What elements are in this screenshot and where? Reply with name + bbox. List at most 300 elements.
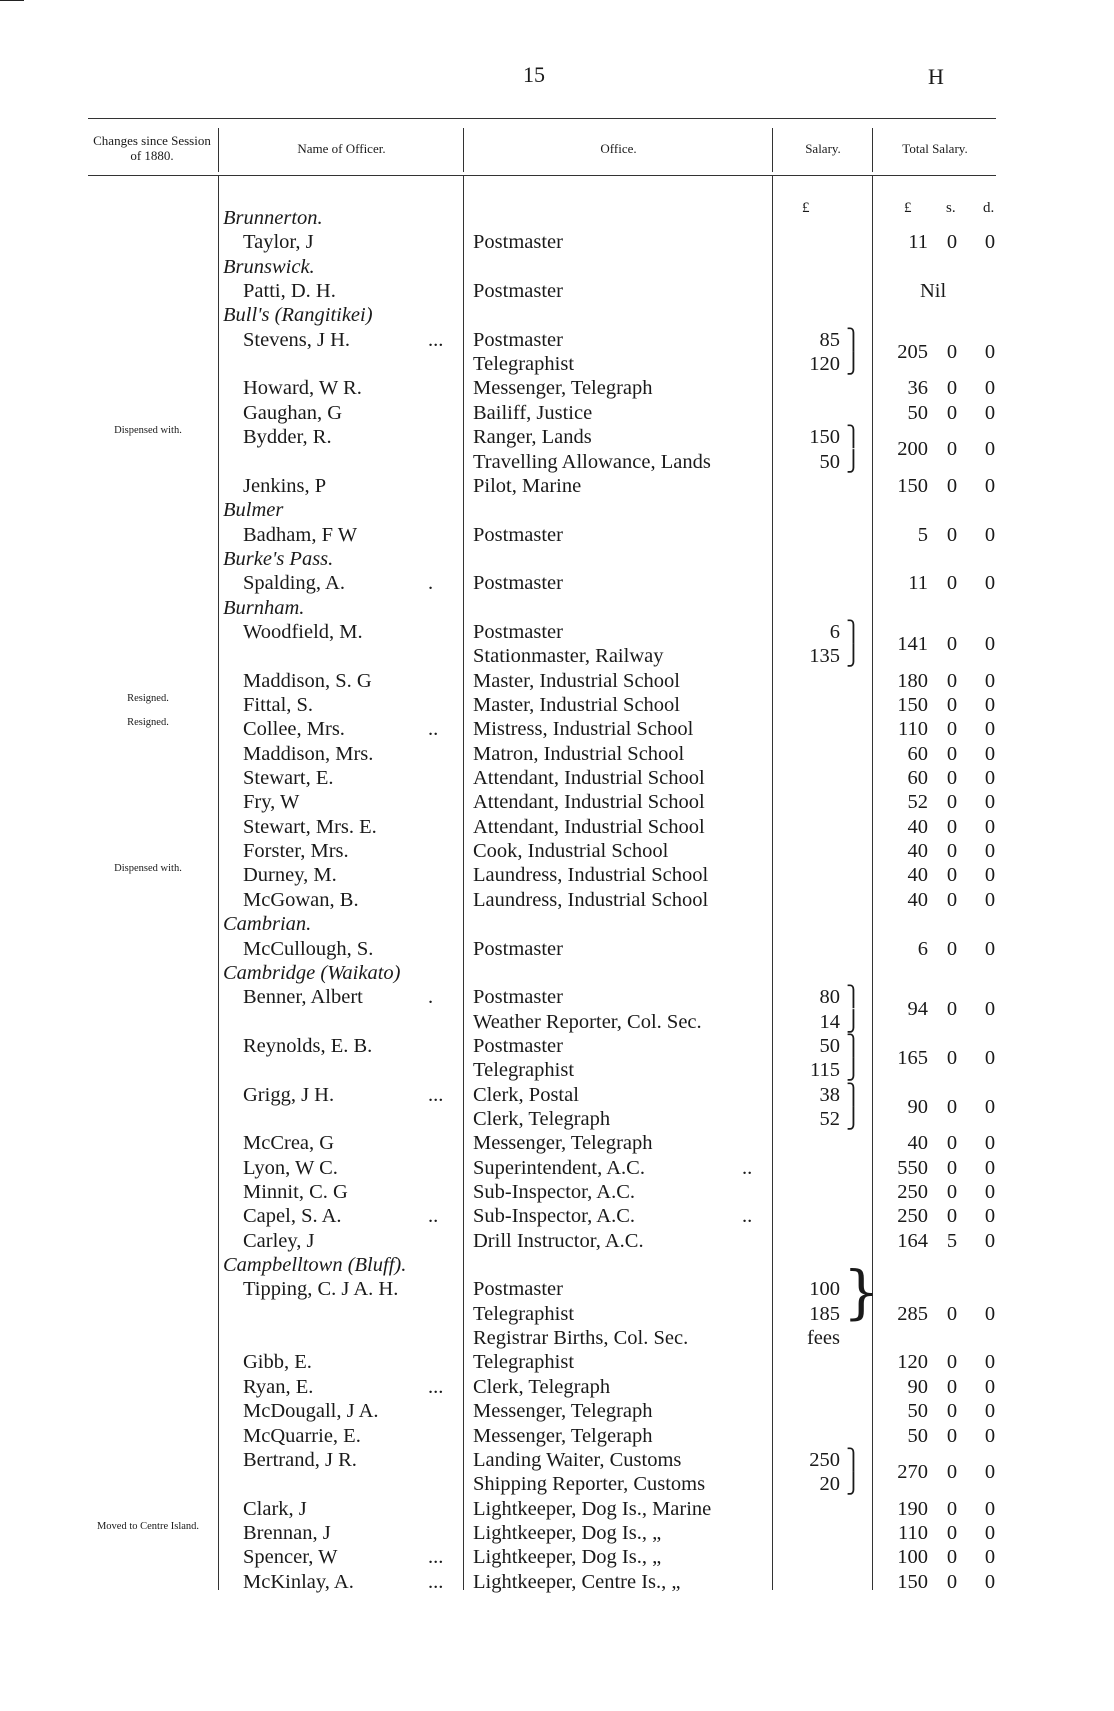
place-name: Bulmer (223, 499, 284, 522)
total-pence: 0 (984, 1460, 996, 1483)
office-title: Messenger, Telgeraph (473, 1424, 653, 1447)
officer-name: Carley, J (243, 1229, 315, 1252)
table-row (0, 401, 1114, 425)
total-pence: 0 (984, 1570, 996, 1593)
officer-name: Howard, W R. (243, 377, 362, 400)
total-pence: 0 (984, 1302, 996, 1325)
leader-dots: ... (428, 1375, 444, 1398)
total-pounds: 165 (897, 1046, 928, 1069)
office-title: Postmaster (473, 620, 563, 643)
total-pounds: 190 (897, 1497, 928, 1520)
table-row (0, 328, 1114, 363)
office-title: Telegraphist (473, 353, 575, 376)
total-pounds: 180 (897, 669, 928, 692)
total-pence: 0 (984, 632, 996, 655)
total-pence: 0 (984, 998, 996, 1021)
total-shillings: 0 (946, 632, 958, 655)
table-header-rule (88, 175, 996, 176)
total-shillings: 0 (946, 1351, 958, 1374)
office-title: Sub-Inspector, A.C. (473, 1205, 636, 1228)
office-title: Lightkeeper, Dog Is., „ (473, 1546, 662, 1569)
officer-name: McQuarrie, E. (243, 1424, 361, 1447)
leader-dots: ... (428, 1083, 444, 1106)
office-title: Clerk, Telegraph (473, 1375, 611, 1398)
salary-value: 100 (809, 1278, 840, 1301)
office-title: Bailiff, Justice (473, 401, 593, 424)
salary-brace: ⎭ (846, 1059, 861, 1082)
salary-value: 20 (819, 1473, 840, 1496)
salary-brace: ⎭ (846, 1010, 861, 1033)
total-shillings: 0 (946, 888, 958, 911)
salary-brace: ⎫ (846, 1034, 861, 1057)
table-row (0, 644, 1114, 668)
place-name: Campbelltown (Bluff). (223, 1254, 407, 1277)
section-letter: H (928, 64, 944, 89)
total-pounds: 40 (907, 864, 928, 887)
table-row (0, 1156, 1114, 1180)
total-shillings: 0 (946, 864, 958, 887)
unit-shillings: s. (946, 200, 956, 216)
table-row (0, 620, 1114, 655)
place-heading-row (0, 303, 1114, 327)
total-shillings: 0 (946, 791, 958, 814)
total-shillings: 0 (946, 1400, 958, 1423)
office-title: Cook, Industrial School (473, 840, 669, 863)
table-row (0, 1448, 1114, 1483)
total-shillings: 0 (946, 1521, 958, 1544)
table-row (0, 1107, 1114, 1131)
change-note: Resigned. (127, 717, 169, 729)
table-row (0, 279, 1114, 303)
total-shillings: 0 (946, 1046, 958, 1069)
office-title: Registrar Births, Col. Sec. (473, 1327, 689, 1350)
officer-name: Maddison, Mrs. (243, 742, 374, 765)
table-row (0, 352, 1114, 376)
officer-name: McCullough, S. (243, 937, 374, 960)
total-pence: 0 (984, 1375, 996, 1398)
salary-brace: ⎫ (846, 986, 861, 1009)
salary-value: 52 (819, 1107, 840, 1130)
table-row (0, 1277, 1114, 1301)
place-name: Burke's Pass. (223, 547, 334, 570)
place-heading-row (0, 912, 1114, 936)
officer-name: Maddison, S. G (243, 669, 372, 692)
leader-dots: ... (428, 1546, 444, 1569)
office-title: Pilot, Marine (473, 474, 582, 497)
table-row (0, 1472, 1114, 1496)
total-pounds: 200 (897, 438, 928, 461)
total-pounds: 50 (907, 1400, 928, 1423)
place-heading-row (0, 547, 1114, 571)
total-shillings: 0 (946, 742, 958, 765)
total-shillings: 0 (946, 1205, 958, 1228)
office-title: Messenger, Telegraph (473, 1132, 653, 1155)
total-pence: 0 (984, 1181, 996, 1203)
officer-name: Stewart, E. (243, 767, 334, 790)
total-pence: 0 (984, 1132, 996, 1155)
col-divider-salary-head (872, 128, 873, 172)
total-shillings: 0 (946, 523, 958, 546)
total-shillings: 0 (946, 1546, 958, 1569)
total-shillings: 0 (946, 1302, 958, 1325)
total-pounds: 270 (897, 1460, 928, 1483)
total-pounds: 50 (907, 1424, 928, 1447)
total-pence: 0 (984, 572, 996, 595)
total-pounds: 250 (897, 1205, 928, 1228)
office-title: Attendant, Industrial School (473, 815, 705, 838)
total-pounds: 11 (908, 231, 928, 254)
office-title: Ranger, Lands (473, 426, 592, 449)
total-shillings: 0 (946, 231, 958, 254)
total-shillings: 0 (946, 815, 958, 838)
office-title: Postmaster (473, 523, 563, 546)
office-title: Lightkeeper, Dog Is., „ (473, 1521, 662, 1544)
table-row (0, 523, 1114, 547)
total-pounds: 110 (898, 1521, 928, 1544)
officer-name: Durney, M. (243, 864, 337, 887)
office-title: Attendant, Industrial School (473, 767, 705, 790)
table-row (0, 1131, 1114, 1155)
place-name: Brunswick. (223, 255, 315, 278)
total-shillings: 0 (946, 1181, 958, 1203)
salary-brace: ⎫ (846, 426, 861, 449)
table-row (0, 839, 1114, 863)
officer-name: Reynolds, E. B. (243, 1034, 373, 1057)
total-pence: 0 (984, 1229, 996, 1252)
salary-value: 250 (809, 1448, 840, 1471)
total-pence: 0 (984, 340, 996, 363)
total-pounds: 150 (897, 1570, 928, 1593)
place-heading-row (0, 255, 1114, 279)
office-title: Drill Instructor, A.C. (473, 1229, 644, 1252)
total-shillings: 0 (946, 572, 958, 595)
salary-value: 50 (819, 450, 840, 473)
change-note: Moved to Centre Island. (96, 1520, 200, 1532)
salary-brace: ⎭ (846, 353, 861, 376)
table-row (0, 425, 1114, 461)
officer-name: Brennan, J (243, 1521, 331, 1544)
place-name: Bull's (Rangitikei) (223, 304, 373, 327)
total-pounds: 250 (897, 1181, 928, 1203)
leader-dots: .. (428, 1205, 439, 1228)
total-shillings: 0 (946, 1570, 958, 1593)
salary-value: 80 (819, 986, 840, 1009)
officer-name: McGowan, B. (243, 888, 359, 911)
salary-value: 50 (819, 1034, 840, 1057)
total-pence: 0 (984, 1497, 996, 1520)
officer-name: Clark, J (243, 1497, 307, 1520)
total-pounds: 36 (907, 377, 928, 400)
table-row (0, 450, 1114, 474)
leader-dots: . (428, 572, 434, 595)
officer-name: Ryan, E. (243, 1375, 314, 1398)
unit-pence: d. (983, 200, 995, 216)
total-pounds: 40 (907, 815, 928, 838)
salary-brace: ⎭ (846, 1473, 861, 1496)
office-title: Clerk, Telegraph (473, 1107, 611, 1130)
salary-value: 85 (819, 328, 840, 351)
total-shillings: 5 (946, 1229, 958, 1252)
table-row (0, 863, 1114, 887)
table-row (0, 1424, 1114, 1448)
total-pounds: 550 (897, 1156, 928, 1179)
officer-name: Gaughan, G (243, 401, 343, 424)
table-row (0, 1521, 1114, 1545)
total-pounds: 11 (908, 572, 928, 595)
page-number: 15 (523, 62, 545, 87)
total-shillings: 0 (946, 1497, 958, 1520)
col-header-office: Office. (600, 141, 637, 156)
officer-name: Bydder, R. (243, 426, 332, 449)
table-row (0, 1034, 1114, 1069)
salary-brace: ⎫ (846, 1448, 861, 1471)
office-title: Laundress, Industrial School (473, 864, 709, 887)
salary-value: 115 (810, 1059, 840, 1082)
col-header-total: Total Salary. (902, 141, 968, 156)
total-shillings: 0 (946, 1156, 958, 1179)
table-row (0, 1570, 1114, 1594)
office-title: Clerk, Postal (473, 1083, 579, 1106)
office-title: Weather Reporter, Col. Sec. (473, 1010, 702, 1033)
total-shillings: 0 (946, 340, 958, 363)
office-title: Postmaster (473, 937, 563, 960)
officer-name: Stewart, Mrs. E. (243, 815, 377, 838)
table-row (0, 790, 1114, 814)
salary-brace: ⎫ (846, 328, 861, 351)
total-shillings: 0 (946, 767, 958, 790)
table-row (0, 1204, 1114, 1228)
total-pence: 0 (984, 1424, 996, 1447)
officer-name: McDougall, J A. (243, 1400, 379, 1423)
table-row (0, 766, 1114, 790)
total-pounds: 60 (907, 742, 928, 765)
total-pounds: 90 (907, 1095, 928, 1118)
total-pence: 0 (984, 718, 996, 741)
table-top-rule (88, 118, 996, 119)
total-pence: 0 (984, 438, 996, 461)
total-pence: 0 (984, 937, 996, 960)
total-pence: 0 (984, 840, 996, 863)
salary-value: 6 (829, 620, 840, 643)
salary-value: 14 (819, 1010, 840, 1033)
total-pence: 0 (984, 767, 996, 790)
officer-name: McKinlay, A. (243, 1570, 354, 1593)
salary-brace: ⎭ (846, 450, 861, 473)
total-pounds: 110 (898, 718, 928, 741)
officer-name: Stevens, J H. (243, 328, 351, 351)
total-shillings: 0 (946, 1375, 958, 1398)
change-note: Dispensed with. (114, 425, 182, 437)
col-header-changes: Changes since Session of 1880. (93, 133, 211, 163)
office-title: Postmaster (473, 1278, 563, 1301)
table-row (0, 937, 1114, 961)
change-note: Dispensed with. (114, 863, 182, 875)
total-shillings: 0 (946, 669, 958, 692)
salary-brace: ⎭ (846, 1107, 861, 1130)
change-note: Resigned. (127, 693, 169, 704)
place-name: Burnham. (223, 596, 305, 619)
total-pounds: 120 (897, 1351, 928, 1374)
office-title: Travelling Allowance, Lands (473, 450, 711, 473)
total-shillings: 0 (946, 937, 958, 960)
table-row (0, 1399, 1114, 1423)
total-pence: 0 (984, 1546, 996, 1569)
salary-value: 120 (809, 353, 840, 376)
office-title: Postmaster (473, 1034, 563, 1057)
table-row (0, 1375, 1114, 1399)
total-shillings: 0 (946, 998, 958, 1021)
table-row (0, 1326, 1114, 1350)
place-heading-row (0, 961, 1114, 985)
officer-name: Fittal, S. (243, 694, 314, 716)
officer-name: Fry, W (243, 791, 300, 814)
place-heading-row (0, 498, 1114, 522)
total-pounds: 60 (907, 767, 928, 790)
leader-dots: ... (428, 328, 444, 351)
total-pounds: 50 (907, 401, 928, 424)
office-title: Master, Industrial School (473, 669, 680, 692)
col-divider-changes-head (218, 128, 219, 172)
table-row (0, 474, 1114, 498)
total-pence: 0 (984, 864, 996, 887)
total-pounds: 164 (897, 1229, 928, 1252)
office-title: Laundress, Industrial School (473, 888, 709, 911)
total-pounds: Nil (920, 280, 947, 303)
total-pounds: 285 (897, 1302, 928, 1325)
total-shillings: 0 (946, 474, 958, 497)
office-title: Landing Waiter, Customs (473, 1448, 682, 1471)
office-title: Master, Industrial School (473, 694, 680, 716)
officer-name: Gibb, E. (243, 1351, 312, 1374)
table-row (0, 571, 1114, 595)
salary-value: 185 (809, 1302, 840, 1325)
total-pounds: 205 (897, 340, 928, 363)
office-title: Postmaster (473, 231, 563, 254)
total-pence: 0 (984, 401, 996, 424)
total-pence: 0 (984, 742, 996, 765)
place-heading-row (0, 596, 1114, 620)
table-row (0, 1350, 1114, 1374)
place-name: Cambrian. (223, 913, 312, 936)
officer-name: Collee, Mrs. (243, 718, 345, 741)
place-heading-row (0, 206, 1114, 230)
total-shillings: 0 (946, 1132, 958, 1155)
total-pence: 0 (984, 791, 996, 814)
total-shillings: 0 (946, 1424, 958, 1447)
salary-value: fees (806, 1327, 840, 1350)
col-divider-office-head (772, 128, 773, 172)
total-pounds: 40 (907, 888, 928, 911)
total-pence: 0 (984, 523, 996, 546)
leader-dots: . (428, 986, 434, 1009)
table-row (0, 1302, 1114, 1326)
table-row (0, 888, 1114, 912)
total-pence: 0 (984, 1095, 996, 1118)
total-pence: 0 (984, 694, 996, 716)
total-shillings: 0 (946, 438, 958, 461)
total-shillings: 0 (946, 401, 958, 424)
officer-name: Benner, Albert (243, 986, 363, 1009)
officer-name: Badham, F W (243, 523, 358, 546)
office-title: Postmaster (473, 572, 563, 595)
table-row (0, 985, 1114, 1021)
total-pence: 0 (984, 669, 996, 692)
office-title: Attendant, Industrial School (473, 791, 705, 814)
total-pounds: 141 (897, 632, 928, 655)
total-shillings: 0 (946, 718, 958, 741)
total-pounds: 40 (907, 1132, 928, 1155)
office-title: Mistress, Industrial School (473, 718, 694, 741)
col-divider-name-head (463, 128, 464, 172)
office-title: Postmaster (473, 986, 563, 1009)
office-title: Matron, Industrial School (473, 742, 685, 765)
office-title: Lightkeeper, Dog Is., Marine (473, 1497, 712, 1520)
officer-name: Spalding, A. (243, 572, 345, 595)
total-pence: 0 (984, 815, 996, 838)
office-title: Messenger, Telegraph (473, 377, 653, 400)
office-title: Superintendent, A.C. (473, 1156, 645, 1179)
office-title: Telegraphist (473, 1351, 575, 1374)
officer-name: Taylor, J (243, 231, 314, 254)
table-row (0, 1180, 1114, 1204)
total-pence: 0 (984, 377, 996, 400)
officer-name: Woodfield, M. (243, 620, 363, 643)
office-title: Lightkeeper, Centre Is., „ (473, 1570, 681, 1593)
office-title: Telegraphist (473, 1059, 575, 1082)
total-shillings: 0 (946, 377, 958, 400)
place-name: Brunnerton. (223, 207, 323, 229)
officer-name: Bertrand, J R. (243, 1448, 357, 1471)
total-pence: 0 (984, 1351, 996, 1374)
total-pounds: 100 (897, 1546, 928, 1569)
table-row (0, 1083, 1114, 1118)
officer-name: McCrea, G (243, 1132, 335, 1155)
office-title: Telegraphist (473, 1302, 575, 1325)
place-name: Cambridge (Waikato) (223, 961, 401, 984)
total-pounds: 5 (917, 523, 928, 546)
table-row (0, 230, 1114, 254)
office-leader-dots: .. (742, 1156, 753, 1179)
total-pence: 0 (984, 1205, 996, 1228)
office-title: Postmaster (473, 280, 563, 303)
officer-name: Minnit, C. G (243, 1181, 348, 1203)
unit-salary-pound: £ (802, 200, 810, 216)
total-pence: 0 (984, 1400, 996, 1423)
col-header-name: Name of Officer. (297, 141, 386, 156)
table-row (0, 1058, 1114, 1082)
officer-name: Capel, S. A. (243, 1205, 342, 1228)
total-pounds: 52 (907, 791, 928, 814)
office-title: Sub-Inspector, A.C. (473, 1181, 636, 1203)
officer-name: Grigg, J H. (243, 1083, 335, 1106)
table-row (0, 669, 1114, 693)
office-leader-dots: .. (742, 1205, 753, 1228)
place-heading-row (0, 1253, 1114, 1277)
table-row (0, 693, 1114, 717)
office-title: Stationmaster, Railway (473, 645, 664, 668)
officer-name: Lyon, W C. (243, 1156, 338, 1179)
unit-total-pound: £ (904, 200, 912, 216)
salary-brace: ⎫ (846, 620, 861, 643)
total-pounds: 94 (907, 998, 928, 1021)
total-pence: 0 (984, 1046, 996, 1069)
office-title: Messenger, Telegraph (473, 1400, 653, 1423)
total-pence: 0 (984, 1521, 996, 1544)
officer-name: Tipping, C. J A. H. (243, 1278, 399, 1301)
salary-group-brace: } (843, 1258, 880, 1326)
total-pounds: 6 (917, 937, 928, 960)
salary-brace: ⎫ (846, 1083, 861, 1106)
